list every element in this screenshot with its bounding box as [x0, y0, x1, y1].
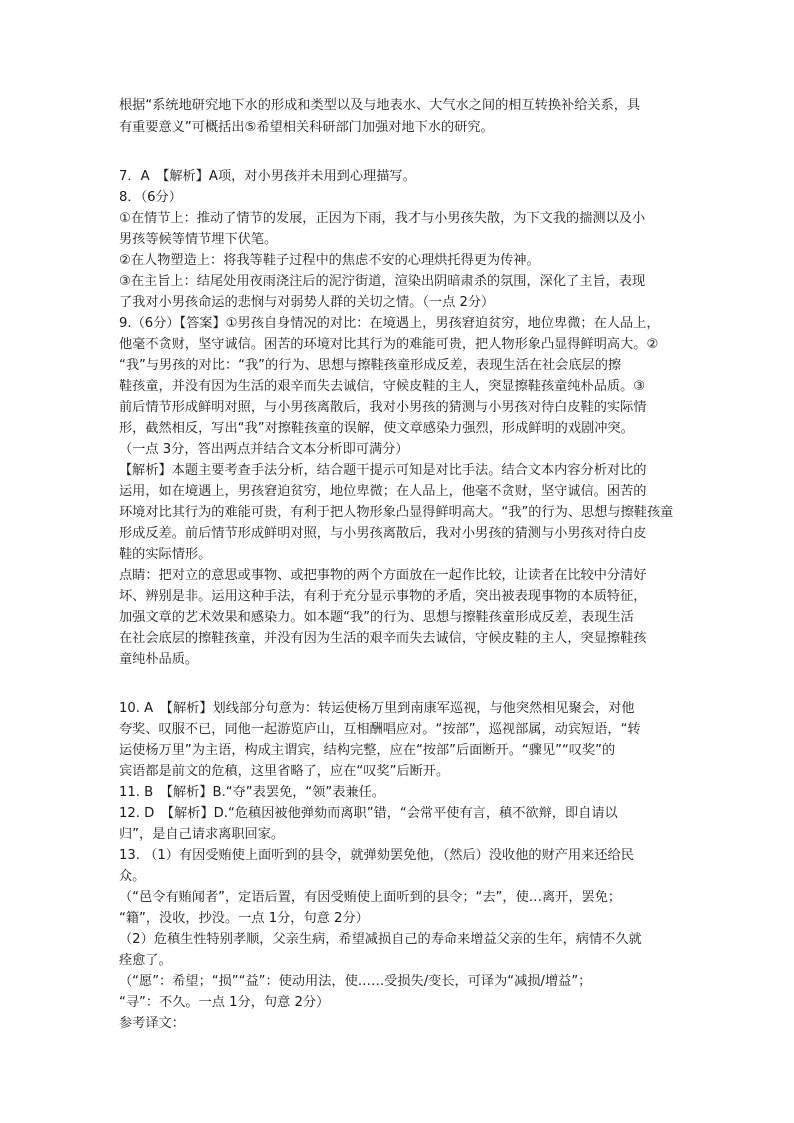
text-line: 痊愈了。 — [119, 953, 172, 968]
text-line: 点睛：把对立的意思或事物、或把事物的两个方面放在一起作比较，让读者在比较中分清好 — [119, 568, 647, 583]
text-line: 夸奖、叹服不已，同他一起游览庐山，互相酬唱应对。“按部”，巡视部属，动宾短语，“转 — [119, 722, 641, 737]
text-line: 8．（6分） — [119, 190, 182, 205]
text-line: 鞋孩童，并没有因为生活的艰辛而失去诚信，守候皮鞋的主人，突显擦鞋孩童纯朴品质。③ — [119, 379, 646, 394]
text-line: 宾语都是前文的危稹，这里省略了，应在“叹奖”后断开。 — [119, 764, 450, 779]
text-line: 男孩等候等情节埋下伏笔。 — [119, 232, 278, 247]
text-line: 形，截然相反，写出“我”对擦鞋孩童的误解，使文章感染力强烈，形成鲜明的戏剧冲突。 — [119, 421, 634, 436]
text-line: （一点 3分，答出两点并结合文本分析即可满分） — [119, 442, 409, 457]
text-line: 7．A 【解析】A项，对小男孩并未用到心理描写。 — [119, 169, 416, 184]
text-line: 在社会底层的擦鞋孩童，并没有因为生活的艰辛而失去诚信，守候皮鞋的主人，突显擦鞋孩 — [119, 631, 647, 646]
text-line: “寻”：不久。一点 1分，句意 2分） — [119, 995, 330, 1010]
text-line: （“愿”：希望；“损”“益”：使动用法，使……受损失/变长，可译为“减损/增益”； — [119, 974, 592, 989]
text-line: 运使杨万里”为主语，构成主谓宾，结构完整，应在“按部”后面断开。“骤见”“叹奖”的 — [119, 743, 616, 758]
text-line: 了我对小男孩命运的悲悯与对弱势人群的关切之情。（一点 2分） — [119, 295, 495, 310]
text-line: 形成反差。前后情节形成鲜明对照，与小男孩离散后，我对小男孩的猜测与小男孩对待白皮 — [119, 526, 647, 541]
text-line: 归”，是自己请求离职回家。 — [119, 827, 285, 842]
text-line: 运用，如在境遇上，男孩窘迫贫穷，地位卑微；在人品上，他毫不贪财，坚守诚信。困苦的 — [119, 484, 647, 499]
text-line: 他毫不贪财，坚守诚信。困苦的环境对比其行为的难能可贵，把人物形象凸显得鲜明高大。② — [119, 337, 659, 352]
text-line: 【解析】本题主要考查手法分析，结合题干提示可知是对比手法。结合文本内容分析对比的 — [119, 463, 647, 478]
text-line: ②在人物塑造上：将我等鞋子过程中的焦虑不安的心理烘托得更为传神。 — [119, 253, 540, 268]
text-line: 加强文章的艺术效果和感染力。如本题“我”的行为、思想与擦鞋孩童形成反差，表现生活 — [119, 610, 634, 625]
text-line: 9.（6分）【答案】①男孩自身情况的对比：在境遇上，男孩窘迫贫穷，地位卑微；在人品上， — [119, 316, 660, 331]
text-line: 11. B 【解析】B.“夺”表罢免，“领”表兼任。 — [119, 785, 385, 800]
text-line: 环境对比其行为的难能可贵，有利于把人物形象凸显得鲜明高大。“我”的行为、思想与擦鞋孩童 — [119, 505, 674, 520]
text-line: 众。 — [119, 869, 146, 884]
text-line: （2）危稹生性特别孝顺，父亲生病，希望减损自己的寿命来增益父亲的生年，病情不久就 — [119, 932, 642, 947]
text-line: 12. D 【解析】D.“危稹因被他弹劾而离职”错，“会常平使有言，稹不欲辩，即自请以 — [119, 806, 618, 821]
text-line: 鞋的实际情形。 — [119, 547, 212, 562]
text-line: 根据“系统地研究地下水的形成和类型以及与地表水、大气水之间的相互转换补给关系，具 — [119, 98, 641, 113]
text-line: 前后情节形成鲜明对照，与小男孩离散后，我对小男孩的猜测与小男孩对待白皮鞋的实际情 — [119, 400, 647, 415]
text-line: （“邑令有贿闻者”，定语后置，有因受贿使上面听到的县令；“去”，使…离开，罢免； — [119, 890, 622, 905]
text-line: “我”与男孩的对比：“我”的行为、思想与擦鞋孩童形成反差，表现生活在社会底层的擦 — [119, 358, 622, 373]
text-line: ③在主旨上：结尾处用夜雨浇注后的泥泞街道，渲染出阴暗肃杀的氛围，深化了主旨，表现 — [119, 274, 646, 289]
text-line: 坏、辨别是非。运用这种手法，有利于充分显示事物的矛盾，突出被表现事物的本质特征， — [119, 589, 647, 604]
text-line: 参考译文： — [119, 1016, 185, 1031]
text-line: 13. （1）有因受贿使上面听到的县令，就弹劾罢免他，（然后）没收他的财产用来还给民 — [119, 848, 634, 863]
text-line: 10. A 【解析】划线部分句意为：转运使杨万里到南康军巡视，与他突然相见聚会，对他 — [119, 701, 635, 716]
text-line: “籍”，没收，抄没。一点 1分，句意 2分） — [119, 911, 369, 926]
text-line: 有重要意义”可概括出⑤希望相关科研部门加强对地下水的研究。 — [119, 120, 494, 135]
text-line: ①在情节上：推动了情节的发展，正因为下雨，我才与小男孩失散，为下文我的揣测以及小 — [119, 211, 646, 226]
text-line: 童纯朴品质。 — [119, 652, 199, 667]
